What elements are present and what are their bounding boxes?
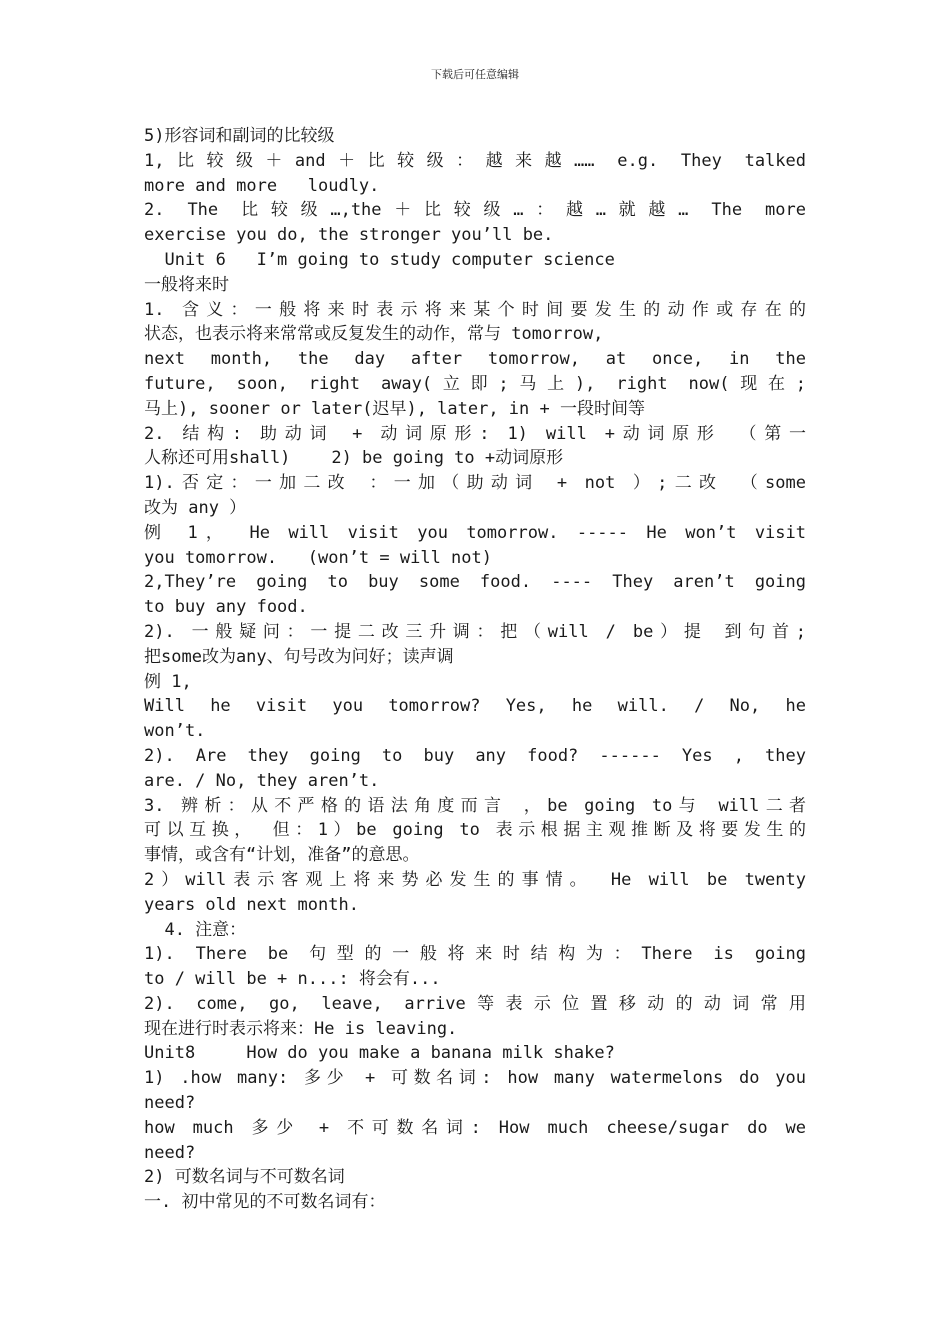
text-line: 2. 结构: 助动词 + 动词原形: 1) will +动词原形 （第一	[144, 423, 806, 444]
text-line: exercise you do, the stronger you’ll be.	[144, 225, 554, 246]
text-line: need?	[144, 1093, 196, 1114]
text-line: years old next month.	[144, 894, 359, 915]
text-line: 状态，也表示将来常常或反复发生的动作，常与 tomorrow,	[144, 324, 604, 345]
text-line: won’t.	[144, 721, 206, 742]
text-line: 现在进行时表示将来：He is leaving.	[144, 1018, 458, 1039]
text-line: 1).否定：一加二改 ：一加（助动词 + not ）;二改 （some	[144, 473, 806, 494]
text-line: Unit8 How do you make a banana milk shake?	[144, 1043, 615, 1064]
text-line: 事情，或含有“计划，准备”的意思。	[144, 845, 420, 866]
text-line: 例 1， He will visit you tomorrow. ----- He won’t visit	[144, 522, 806, 543]
text-line: Will he visit you tomorrow? Yes, he will. / No, he	[144, 696, 806, 717]
text-line: 4. 注意：	[144, 919, 247, 940]
text-line: 2,They’re going to buy some food. ---- They aren’t going	[144, 572, 806, 593]
text-line: 2) 可数名词与不可数名词	[144, 1167, 345, 1188]
text-line: 可以互换， 但：1）be going to 表示根据主观推断及将要发生的	[144, 820, 806, 841]
text-line: 2). come, go, leave, arrive等表示位置移动的动词常用	[144, 993, 806, 1014]
text-line: Unit 6 I’m going to study computer science	[144, 249, 615, 270]
text-line: to / will be + n...: 将会有...	[144, 969, 441, 990]
text-line: 人称还可用shall) 2) be going to +动词原形	[144, 448, 564, 469]
text-line: 1). There be 句型的一般将来时结构为：There is going	[144, 944, 806, 965]
text-line: 马上), sooner or later(迟早), later, in + 一段时间等	[144, 398, 645, 419]
text-line: 2. The 比较级…,the＋比较级…：越…就越… The more	[144, 200, 806, 221]
text-line: 1,比较级＋and＋比较级：越来越…… e.g. They talked	[144, 150, 806, 171]
text-line: are. / No, they aren’t.	[144, 770, 380, 791]
text-line: to buy any food.	[144, 597, 308, 618]
text-line: 2）will表示客观上将来势必发生的事情。 He will be twenty	[144, 869, 806, 890]
page-header: 下载后可任意编辑	[431, 68, 519, 81]
text-line: more and more loudly.	[144, 175, 380, 196]
text-line: 例 1,	[144, 671, 192, 692]
text-line: 改为 any ）	[144, 497, 247, 518]
text-line: 1) .how many: 多少 + 可数名词: how many watermelons do you	[144, 1068, 806, 1089]
text-line: 1. 含义：一般将来时表示将来某个时间要发生的动作或存在的	[144, 299, 806, 320]
text-line: 一. 初中常见的不可数名词有：	[144, 1192, 386, 1213]
text-line: future, soon, right away(立即;马上), right now(现在;	[144, 373, 806, 394]
text-line: next month, the day after tomorrow, at once, in the	[144, 349, 806, 370]
text-line: 2). 一般疑问：一提二改三升调：把（will / be）提 到句首;	[144, 621, 806, 642]
text-line: how much 多少 + 不可数名词: How much cheese/sugar do we	[144, 1117, 806, 1138]
text-line: 一般将来时	[144, 274, 229, 295]
text-line: 把some改为any、句号改为问好；读声调	[144, 646, 454, 667]
document-body	[144, 124, 806, 1215]
text-line: 2). Are they going to buy any food? ------ Yes , they	[144, 745, 806, 766]
text-line: need?	[144, 1142, 196, 1163]
text-line: 3. 辨析：从不严格的语法角度而言 ，be going to与 will二者	[144, 795, 806, 816]
text-line: 5)形容词和副词的比较级	[144, 126, 335, 146]
text-line: you tomorrow. (won’t = will not)	[144, 547, 492, 568]
